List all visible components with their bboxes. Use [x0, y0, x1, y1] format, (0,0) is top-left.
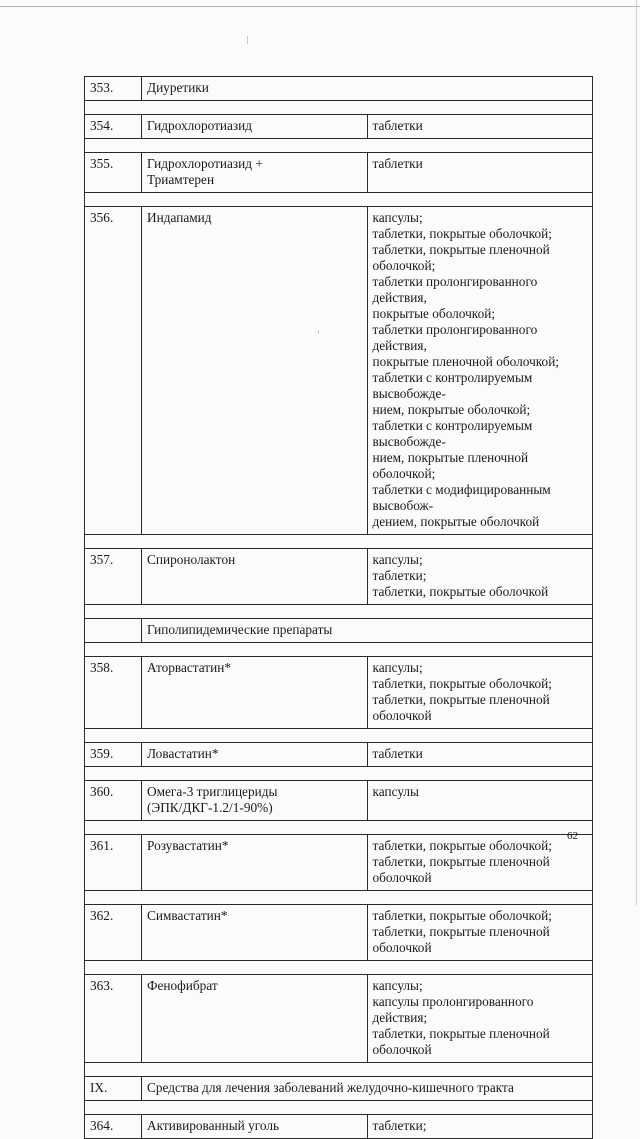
drug-name-line: Омега-3 триглицериды [147, 784, 278, 799]
dosage-form-line: таблетки, покрытые пленочной оболочкой [372, 692, 550, 723]
row-number: IX. [85, 1077, 142, 1101]
drug-name-line: Розувастатин* [147, 838, 229, 853]
row-gap [85, 821, 593, 835]
row-gap-cell [85, 101, 593, 115]
dosage-form-line: капсулы; [372, 210, 423, 225]
dosage-forms [367, 1115, 593, 1139]
dosage-form-line: покрытые пленочной оболочкой; [372, 354, 560, 369]
drug-name-line: Триамтерен [147, 172, 215, 187]
drug-name-line: Активированный уголь [147, 1118, 280, 1133]
dosage-form-line: таблетки пролонгированного действия, [372, 274, 538, 305]
dosage-form-line: капсулы; [372, 552, 423, 567]
row-number: 359. [85, 743, 142, 767]
drug-name [142, 905, 368, 961]
drug-name [142, 743, 368, 767]
row-gap [85, 1101, 593, 1115]
row-gap-cell [85, 193, 593, 207]
dosage-form-line: таблетки пролонгированного действия, [372, 322, 538, 353]
scan-speck [247, 36, 248, 44]
drug-name [142, 781, 368, 821]
dosage-form-line: таблетки с модифицированным высвобож- [372, 482, 551, 513]
row-gap-cell [85, 643, 593, 657]
dosage-form-line: таблетки, покрытые пленочной оболочкой [372, 1026, 550, 1057]
row-number: 364. [85, 1115, 142, 1139]
drug-list-table [84, 76, 593, 1139]
dosage-form-line: таблетки, покрытые оболочкой; [372, 908, 552, 923]
row-gap-cell [85, 821, 593, 835]
dosage-forms [367, 835, 593, 891]
dosage-form-line: таблетки, покрытые пленочной оболочкой [372, 924, 550, 955]
section-title: Диуретики [142, 77, 593, 101]
row-gap [85, 961, 593, 975]
dosage-form-line: таблетки с контролируемым высвобожде- [372, 418, 533, 449]
dosage-form-line: таблетки [372, 156, 423, 171]
drug-name [142, 207, 368, 535]
row-gap [85, 891, 593, 905]
dosage-form-line: таблетки; [372, 1118, 427, 1133]
dosage-form-line: таблетки [372, 118, 423, 133]
row-number: 353. [85, 77, 142, 101]
row-gap-cell [85, 535, 593, 549]
row-gap [85, 605, 593, 619]
row-gap [85, 729, 593, 743]
drug-row [85, 743, 593, 767]
row-gap [85, 643, 593, 657]
row-gap [85, 767, 593, 781]
row-gap-cell [85, 767, 593, 781]
dosage-forms [367, 207, 593, 535]
dosage-form-line: таблетки; [372, 568, 427, 583]
dosage-form-line: дением, покрытые оболочкой [372, 514, 540, 529]
drug-name-line: (ЭПК/ДКГ-1.2/1-90%) [147, 800, 273, 815]
drug-name-line: Симвастатин* [147, 908, 228, 923]
drug-row [85, 905, 593, 961]
drug-name-line: Индапамид [147, 210, 212, 225]
row-number: 361. [85, 835, 142, 891]
drug-name [142, 549, 368, 605]
dosage-form-line: таблетки, покрытые оболочкой; [372, 838, 552, 853]
drug-name [142, 657, 368, 729]
scan-edge-top [0, 6, 640, 7]
drug-name [142, 1115, 368, 1139]
dosage-forms [367, 115, 593, 139]
drug-name-line: Аторвастатин* [147, 660, 232, 675]
dosage-form-line: нием, покрытые оболочкой; [372, 402, 531, 417]
dosage-forms [367, 657, 593, 729]
drug-name-line: Фенофибрат [147, 978, 218, 993]
row-gap [85, 139, 593, 153]
dosage-form-line: таблетки, покрытые оболочкой; [372, 226, 552, 241]
drug-row [85, 549, 593, 605]
drug-name [142, 835, 368, 891]
drug-name-line: Гидрохлоротиазид + [147, 156, 263, 171]
drug-row [85, 781, 593, 821]
row-gap-cell [85, 1063, 593, 1077]
dosage-form-line: капсулы; [372, 660, 423, 675]
drug-list-body [85, 77, 593, 1139]
drug-name [142, 975, 368, 1063]
section-title: Гиполипидемические препараты [142, 619, 593, 643]
section-row [85, 77, 593, 101]
drug-row [85, 207, 593, 535]
row-number: 362. [85, 905, 142, 961]
dosage-form-line: капсулы; [372, 978, 423, 993]
dosage-forms [367, 975, 593, 1063]
row-gap [85, 1063, 593, 1077]
row-gap-cell [85, 891, 593, 905]
dosage-form-line: капсулы пролонгированного действия; [372, 994, 534, 1025]
dosage-forms [367, 743, 593, 767]
row-gap-cell [85, 961, 593, 975]
dosage-form-line: таблетки с контролируемым высвобожде- [372, 370, 533, 401]
page-number: 62 [567, 830, 578, 842]
row-gap [85, 535, 593, 549]
row-number: 355. [85, 153, 142, 193]
row-number: 358. [85, 657, 142, 729]
row-gap-cell [85, 1101, 593, 1115]
drug-name [142, 153, 368, 193]
drug-name-line: Спиронолактон [147, 552, 236, 567]
scan-edge-right [636, 0, 637, 905]
row-number: 354. [85, 115, 142, 139]
dosage-form-line: таблетки, покрытые оболочкой [372, 584, 549, 599]
dosage-form-line: таблетки [372, 746, 423, 761]
row-gap-cell [85, 605, 593, 619]
row-number: 363. [85, 975, 142, 1063]
dosage-form-line: таблетки, покрытые пленочной оболочкой; [372, 242, 550, 273]
row-number: 360. [85, 781, 142, 821]
drug-row [85, 975, 593, 1063]
row-number: 356. [85, 207, 142, 535]
row-number: 357. [85, 549, 142, 605]
dosage-form-line: нием, покрытые пленочной оболочкой; [372, 450, 529, 481]
drug-row [85, 153, 593, 193]
dosage-form-line: таблетки, покрытые пленочной оболочкой [372, 854, 550, 885]
drug-name [142, 115, 368, 139]
dosage-form-line: покрытые оболочкой; [372, 306, 496, 321]
drug-row [85, 835, 593, 891]
row-gap-cell [85, 729, 593, 743]
row-gap [85, 101, 593, 115]
drug-row [85, 657, 593, 729]
dosage-forms [367, 905, 593, 961]
section-row [85, 619, 593, 643]
row-gap [85, 193, 593, 207]
dosage-form-line: капсулы [372, 784, 419, 799]
dosage-forms [367, 781, 593, 821]
drug-name-line: Гидрохлоротиазид [147, 118, 253, 133]
dosage-forms [367, 549, 593, 605]
dosage-form-line: таблетки, покрытые оболочкой; [372, 676, 552, 691]
row-number [85, 619, 142, 643]
drug-name-line: Ловастатин* [147, 746, 219, 761]
section-title: Средства для лечения заболеваний желудочно-кишечного тракта [142, 1077, 593, 1101]
row-gap-cell [85, 139, 593, 153]
drug-row [85, 1115, 593, 1139]
drug-row [85, 115, 593, 139]
section-row [85, 1077, 593, 1101]
dosage-forms [367, 153, 593, 193]
